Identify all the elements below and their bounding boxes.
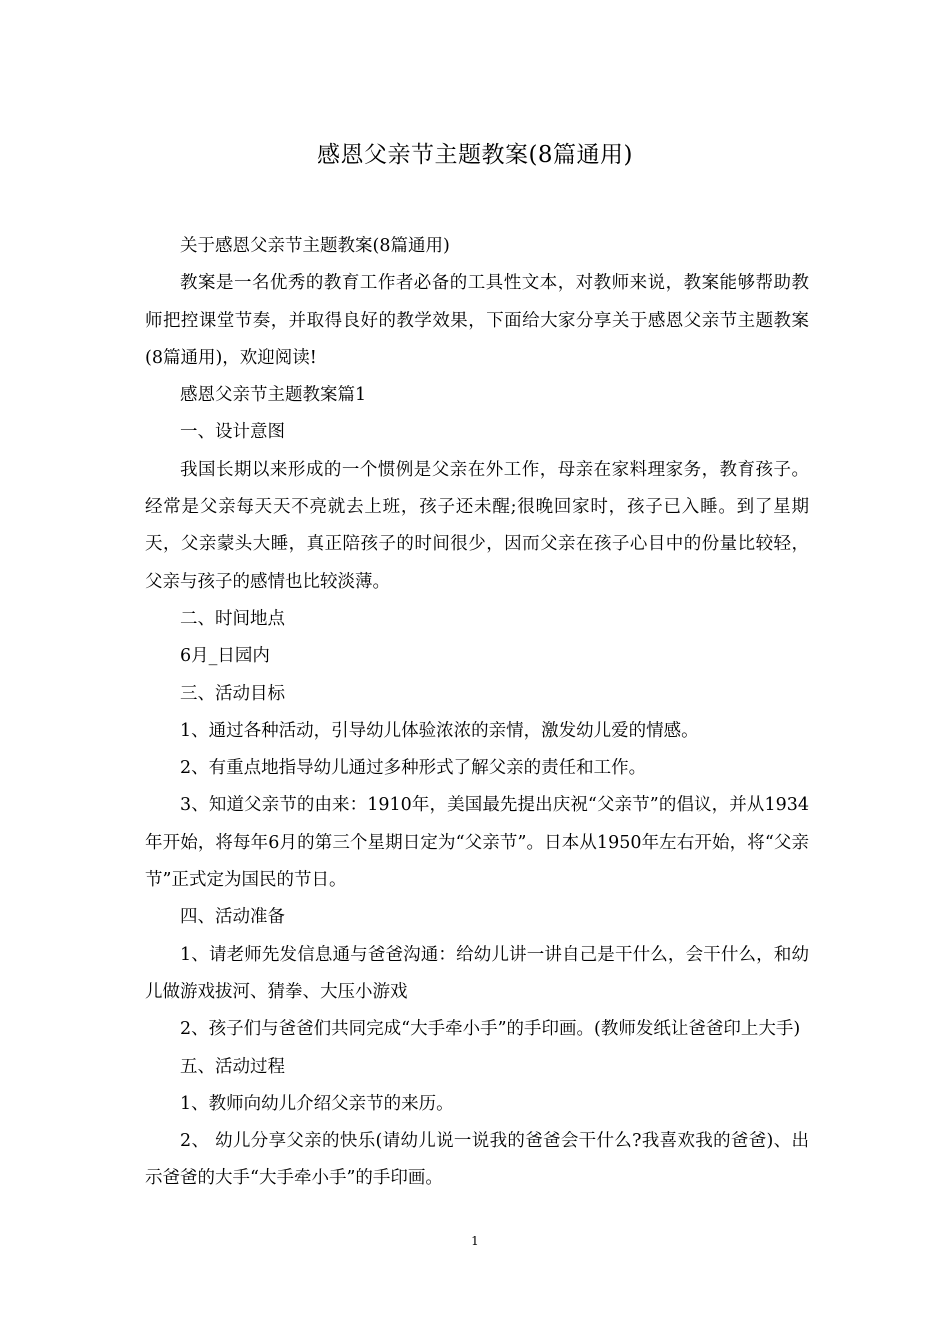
paragraph-goal-3: 3、知道父亲节的由来：1910年，美国最先提出庆祝“父亲节”的倡议，并从1934年开始，将每年6月的第三个星期日定为“父亲节”。日本从1950年左右开始，将“父亲节”正式定为国民的节日。 (145, 795, 809, 891)
paragraph-intro: 教案是一名优秀的教育工作者必备的工具性文本，对教师来说，教案能够帮助教师把控课堂节奏，并取得良好的教学效果，下面给大家分享关于感恩父亲节主题教案(8篇通用)，欢迎阅读! (145, 273, 809, 368)
paragraph-heading-preparation: 四、活动准备 (180, 907, 285, 928)
paragraph-heading-process: 五、活动过程 (180, 1056, 285, 1077)
paragraph-heading-time-place: 二、时间地点 (180, 608, 285, 629)
paragraph-process-1: 1、教师向幼儿介绍父亲节的来历。 (180, 1093, 454, 1114)
paragraph-section-title: 感恩父亲节主题教案篇1 (180, 385, 367, 406)
paragraph-preparation-1: 1、请老师先发信息通与爸爸沟通：给幼儿讲一讲自己是干什么，会干什么，和幼儿做游戏拔河、猜拳、大压小游戏 (145, 944, 809, 1002)
document-body (145, 228, 809, 1198)
paragraph-goal-1: 1、通过各种活动，引导幼儿体验浓浓的亲情，激发幼儿爱的情感。 (180, 720, 699, 741)
page-number: 1 (471, 1234, 479, 1248)
paragraph-time-place: 6月_日园内 (180, 646, 270, 667)
document-title: 感恩父亲节主题教案(8篇通用) (316, 142, 634, 168)
paragraph-process-2: 2、 幼儿分享父亲的快乐(请幼儿说一说我的爸爸会干什么?我喜欢我的爸爸)、出示爸爸的大手“大手牵小手”的手印画。 (145, 1131, 809, 1189)
paragraph-intro-heading: 关于感恩父亲节主题教案(8篇通用) (180, 236, 450, 256)
paragraph-goal-2: 2、有重点地指导幼儿通过多种形式了解父亲的责任和工作。 (180, 758, 647, 779)
paragraph-heading-design: 一、设计意图 (180, 422, 285, 443)
paragraph-heading-goals: 三、活动目标 (180, 683, 285, 704)
paragraph-preparation-2: 2、孩子们与爸爸们共同完成“大手牵小手”的手印画。(教师发纸让爸爸印上大手) (180, 1019, 801, 1040)
paragraph-design-body: 我国长期以来形成的一个惯例是父亲在外工作，母亲在家料理家务，教育孩子。经常是父亲每天天不亮就去上班，孩子还未醒;很晚回家时，孩子已入睡。到了星期天，父亲蒙头大睡，真正陪孩子的时间很少，因而父亲在孩子心目中的份量比较轻，父亲与孩子的感情也比较淡薄。 (145, 459, 809, 592)
